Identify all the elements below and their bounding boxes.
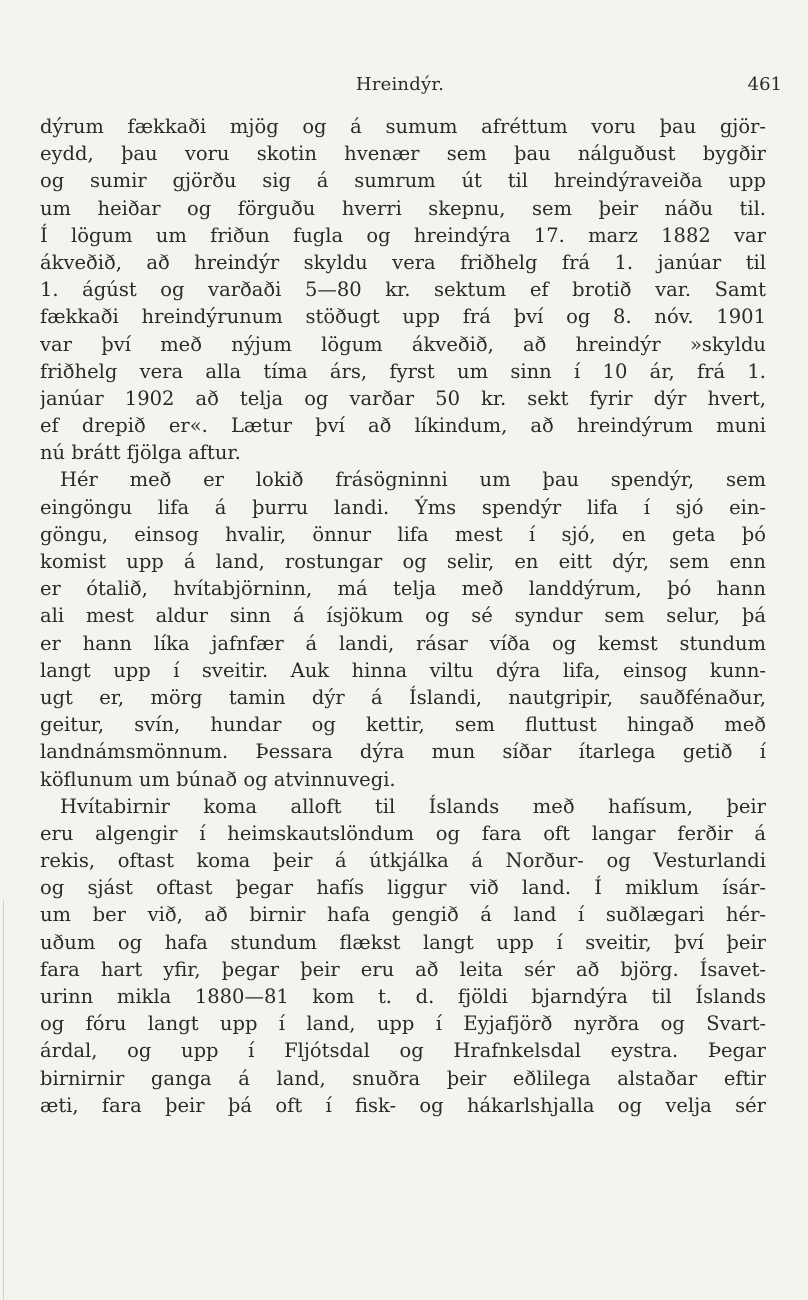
text-line: og fóru langt upp í land, upp í Eyjafjörð nyrðra og Svart- bbox=[40, 1012, 766, 1036]
text-line: 1. ágúst og varðaði 5—80 kr. sektum ef brotið var. Samt bbox=[40, 278, 766, 302]
text-line: og sumir gjörðu sig á sumrum út til hreindýraveiða upp bbox=[40, 169, 766, 193]
text-line: dýrum fækkaði mjög og á sumum afréttum voru þau gjör- bbox=[40, 115, 766, 138]
text-line: var því með nýjum lögum ákveðið, að hreindýr »skyldu bbox=[40, 332, 766, 356]
text-line: um heiðar og förguðu hverri skepnu, sem þeir náðu til. bbox=[40, 196, 766, 220]
text-line: rekis, oftast koma þeir á útkjálka á Norður- og Vesturlandi bbox=[40, 849, 766, 873]
text-line: og sjást oftast þegar hafís liggur við land. Í miklum ísár- bbox=[40, 876, 766, 900]
paragraph-end-line: köflunum um búnað og atvinnuvegi. bbox=[40, 767, 396, 791]
text-line: friðhelg vera alla tíma árs, fyrst um sinn í 10 ár, frá 1. bbox=[40, 359, 766, 383]
text-line: ákveðið, að hreindýr skyldu vera friðhelg frá 1. janúar til bbox=[40, 250, 766, 274]
text-line: eingöngu lifa á þurru landi. Ýms spendýr lifa í sjó ein- bbox=[40, 495, 766, 519]
text-line: Í lögum um friðun fugla og hreindýra 17. marz 1882 var bbox=[40, 223, 766, 247]
text-line: ef drepið er«. Lætur því að líkindum, að hreindýrum muni bbox=[40, 414, 766, 438]
text-line: landnámsmönnum. Þessara dýra mun síðar ítarlega getið í bbox=[40, 740, 766, 764]
text-line: göngu, einsog hvalir, önnur lifa mest í sjó, en geta þó bbox=[40, 522, 766, 546]
text-line: eru algengir í heimskautslöndum og fara oft langar ferðir á bbox=[40, 821, 766, 845]
text-line: komist upp á land, rostungar og selir, en eitt dýr, sem enn bbox=[40, 550, 766, 573]
text-line: æti, fara þeir þá oft í fisk- og hákarlshjalla og velja sér bbox=[40, 1093, 766, 1117]
text-line: langt upp í sveitir. Auk hinna viltu dýra lifa, einsog kunn- bbox=[40, 658, 766, 682]
body-text bbox=[40, 113, 766, 1119]
text-line: fara hart yfir, þegar þeir eru að leita sér að björg. Ísavet- bbox=[40, 957, 766, 981]
page-edge-shadow bbox=[3, 900, 4, 1300]
page-number: 461 bbox=[747, 74, 782, 95]
paragraph-start-line: Hvítabirnir koma alloft til Íslands með hafísum, þeir bbox=[60, 794, 766, 818]
text-line: uðum og hafa stundum flækst langt upp í sveitir, því þeir bbox=[40, 930, 766, 954]
text-line: ugt er, mörg tamin dýr á Íslandi, nautgripir, sauðfénaður, bbox=[40, 685, 766, 709]
text-line: janúar 1902 að telja og varðar 50 kr. sekt fyrir dýr hvert, bbox=[40, 386, 766, 410]
text-line: urinn mikla 1880—81 kom t. d. fjöldi bjarndýra til Íslands bbox=[40, 985, 766, 1008]
text-line: árdal, og upp í Fljótsdal og Hrafnkelsdal eystra. Þegar bbox=[40, 1039, 766, 1063]
text-line: eydd, þau voru skotin hvenær sem þau nálguðust bygðir bbox=[40, 142, 766, 166]
text-line: er ótalið, hvítabjörninn, má telja með landdýrum, þó hann bbox=[40, 577, 766, 601]
paragraph-end-line: nú brátt fjölga aftur. bbox=[40, 441, 241, 465]
text-line: birnirnir ganga á land, snuðra þeir eðlilega alstaðar eftir bbox=[40, 1066, 766, 1090]
running-head bbox=[0, 74, 808, 98]
running-title: Hreindýr. bbox=[355, 74, 445, 95]
text-line: um ber við, að birnir hafa gengið á land í suðlægari hér- bbox=[40, 903, 766, 927]
text-line: ali mest aldur sinn á ísjökum og sé syndur sem selur, þá bbox=[40, 604, 766, 628]
text-line: geitur, svín, hundar og kettir, sem fluttust hingað með bbox=[40, 713, 766, 737]
text-line: fækkaði hreindýrunum stöðugt upp frá því og 8. nóv. 1901 bbox=[40, 305, 766, 329]
paragraph-start-line: Hér með er lokið frásögninni um þau spendýr, sem bbox=[60, 468, 766, 492]
text-line: er hann líka jafnfær á landi, rásar víða og kemst stundum bbox=[40, 631, 766, 655]
